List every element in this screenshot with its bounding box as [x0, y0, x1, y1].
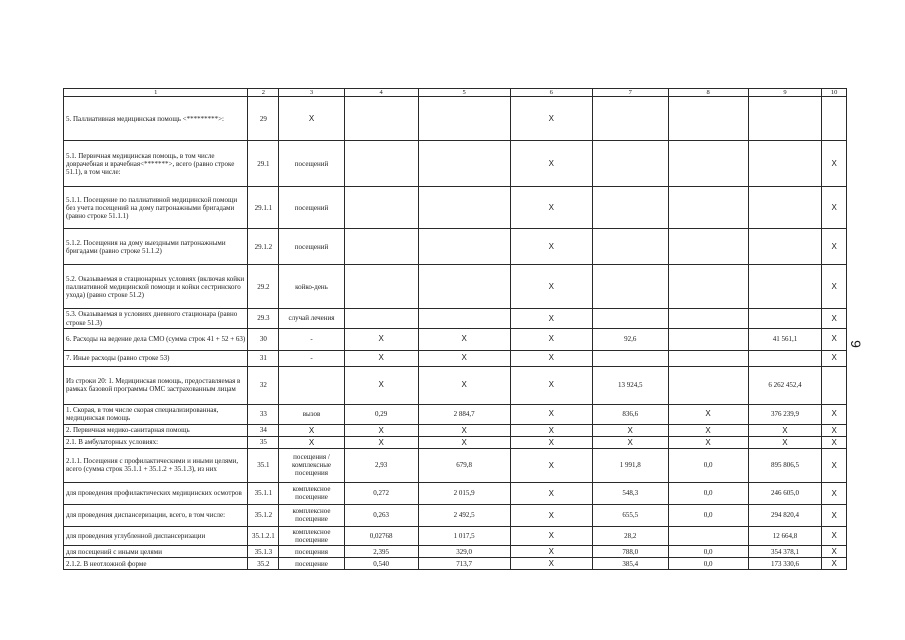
row-label: 6. Расходы на ведение дела СМО (сумма строк 41 + 52 + 63) [64, 328, 248, 350]
cell-col-10: Х [822, 448, 847, 482]
row-label: 5. Паллиативная медицинская помощь <*********>: [64, 97, 248, 141]
table-row [64, 546, 847, 558]
cell-col-7: 13 924,5 [592, 366, 668, 404]
column-header: 2 [248, 89, 279, 97]
row-code: 29.1.2 [248, 229, 279, 265]
row-label: 5.3. Оказываемая в условиях дневного стационара (равно строке 51.3) [64, 309, 248, 328]
cell-col-4: Х [344, 436, 418, 448]
cell-col-5: Х [418, 350, 510, 366]
row-label: 5.1.2. Посещения на дому выездными патронажными бригадами (равно строке 51.1.2) [64, 229, 248, 265]
cell-col-9 [748, 141, 822, 187]
cell-col-9: 246 605,0 [748, 482, 822, 504]
cell-col-5: Х [418, 366, 510, 404]
row-unit: посещений [279, 187, 345, 229]
row-unit: посещения / комплексные посещения [279, 448, 345, 482]
row-code: 35 [248, 436, 279, 448]
row-label: 1. Скорая, в том числе скорая специализированная, медицинская помощь [64, 404, 248, 424]
column-header: 6 [510, 89, 592, 97]
cell-col-10: Х [822, 404, 847, 424]
table-row [64, 504, 847, 526]
table-row [64, 436, 847, 448]
row-unit: посещение [279, 558, 345, 570]
row-unit: случай лечения [279, 309, 345, 328]
cell-col-6: Х [510, 546, 592, 558]
cell-col-5: 713,7 [418, 558, 510, 570]
cell-col-5 [418, 97, 510, 141]
cell-col-6: Х [510, 187, 592, 229]
cell-col-10 [822, 97, 847, 141]
cell-col-10: Х [822, 546, 847, 558]
row-code: 35.1 [248, 448, 279, 482]
cell-col-4: 0,29 [344, 404, 418, 424]
table-row [64, 366, 847, 404]
cell-col-6: Х [510, 404, 592, 424]
cell-col-4: 0,272 [344, 482, 418, 504]
row-code: 29.2 [248, 265, 279, 309]
cell-col-4 [344, 141, 418, 187]
cell-col-10: Х [822, 350, 847, 366]
row-code: 35.1.1 [248, 482, 279, 504]
cell-col-8 [668, 187, 748, 229]
row-label: 2.1. В амбулаторных условиях: [64, 436, 248, 448]
cell-col-6: Х [510, 366, 592, 404]
cell-col-8 [668, 97, 748, 141]
cell-col-7 [592, 141, 668, 187]
cell-col-8 [668, 141, 748, 187]
cell-col-8 [668, 526, 748, 545]
row-unit: комплексное посещение [279, 526, 345, 545]
row-code: 33 [248, 404, 279, 424]
cell-col-4: 0,540 [344, 558, 418, 570]
cell-col-9: 354 378,1 [748, 546, 822, 558]
table-row [64, 265, 847, 309]
cell-col-9: 895 806,5 [748, 448, 822, 482]
cell-col-5 [418, 141, 510, 187]
cell-col-9 [748, 229, 822, 265]
cell-col-9: 6 262 452,4 [748, 366, 822, 404]
cell-col-5: 1 017,5 [418, 526, 510, 545]
cell-col-9: 294 820,4 [748, 504, 822, 526]
row-label: 5.2. Оказываемая в стационарных условиях (включая койки паллиативной медицинской помощи и койки сестринского ухода) (равно строке 51.2) [64, 265, 248, 309]
row-label: 2. Первичная медико-санитарная помощь [64, 424, 248, 436]
cell-col-7: 92,6 [592, 328, 668, 350]
row-unit: - [279, 350, 345, 366]
row-label: 5.1.1. Посещение по паллиативной медицинской помощи без учета посещений на дому патронажными бригадами (равно строке 51.1.1) [64, 187, 248, 229]
cell-col-7 [592, 309, 668, 328]
table-row [64, 350, 847, 366]
table-row [64, 404, 847, 424]
cell-col-10: Х [822, 482, 847, 504]
cell-col-7: 836,6 [592, 404, 668, 424]
column-header: 1 [64, 89, 248, 97]
cell-col-7: 548,3 [592, 482, 668, 504]
row-code: 32 [248, 366, 279, 404]
cell-col-9: 12 664,8 [748, 526, 822, 545]
cell-col-9 [748, 309, 822, 328]
cell-col-7 [592, 97, 668, 141]
cell-col-8: 0,0 [668, 482, 748, 504]
cell-col-5: Х [418, 436, 510, 448]
cell-col-9: 41 561,1 [748, 328, 822, 350]
cell-col-6: Х [510, 350, 592, 366]
cell-col-6: Х [510, 309, 592, 328]
row-label: для посещений с иными целями [64, 546, 248, 558]
cell-col-10: Х [822, 436, 847, 448]
cell-col-10: Х [822, 424, 847, 436]
cell-col-5 [418, 229, 510, 265]
cell-col-5: 329,0 [418, 546, 510, 558]
cell-col-4: 0,263 [344, 504, 418, 526]
table-row [64, 526, 847, 545]
cell-col-4 [344, 97, 418, 141]
cell-col-10: Х [822, 265, 847, 309]
row-label: Из строки 20: 1. Медицинская помощь, предоставляемая в рамках базовой программы ОМС застрахованным лицам [64, 366, 248, 404]
table-row [64, 558, 847, 570]
cell-col-4 [344, 229, 418, 265]
row-code: 35.1.2.1 [248, 526, 279, 545]
row-code: 30 [248, 328, 279, 350]
cell-col-10: Х [822, 558, 847, 570]
row-code: 35.1.3 [248, 546, 279, 558]
column-header: 8 [668, 89, 748, 97]
cell-col-7: 788,0 [592, 546, 668, 558]
table-row [64, 448, 847, 482]
table-row [64, 309, 847, 328]
cell-col-6: Х [510, 229, 592, 265]
cell-col-7: 655,5 [592, 504, 668, 526]
cell-col-4: 2,93 [344, 448, 418, 482]
cell-col-6: Х [510, 265, 592, 309]
row-unit: комплексное посещение [279, 504, 345, 526]
cell-col-8 [668, 309, 748, 328]
cell-col-4: Х [344, 328, 418, 350]
cell-col-9: 173 330,6 [748, 558, 822, 570]
cell-col-5: 2 884,7 [418, 404, 510, 424]
cell-col-6: Х [510, 558, 592, 570]
cell-col-5 [418, 265, 510, 309]
cell-col-8 [668, 328, 748, 350]
cell-col-7 [592, 229, 668, 265]
row-unit [279, 366, 345, 404]
cell-col-8: 0,0 [668, 558, 748, 570]
cell-col-6: Х [510, 424, 592, 436]
table-row [64, 424, 847, 436]
cell-col-8: 0,0 [668, 504, 748, 526]
table-body [64, 89, 847, 570]
cell-col-10 [822, 366, 847, 404]
column-header: 4 [344, 89, 418, 97]
budget-table [63, 88, 847, 570]
cell-col-5: Х [418, 424, 510, 436]
row-label: 2.1.1. Посещения с профилактическими и иными целями, всего (сумма строк 35.1.1 + 35.1.2 + 35.1.3), из них [64, 448, 248, 482]
cell-col-8 [668, 350, 748, 366]
column-header: 9 [748, 89, 822, 97]
row-code: 29.3 [248, 309, 279, 328]
table-row [64, 97, 847, 141]
cell-col-6: Х [510, 482, 592, 504]
row-label: для проведения диспансеризации, всего, в том числе: [64, 504, 248, 526]
cell-col-9: Х [748, 436, 822, 448]
cell-col-5 [418, 187, 510, 229]
table-row [64, 229, 847, 265]
cell-col-9 [748, 187, 822, 229]
column-header-row [64, 89, 847, 97]
cell-col-4: Х [344, 350, 418, 366]
row-code: 29 [248, 97, 279, 141]
cell-col-7: 385,4 [592, 558, 668, 570]
cell-col-6: Х [510, 141, 592, 187]
cell-col-6: Х [510, 448, 592, 482]
cell-col-7 [592, 350, 668, 366]
cell-col-5: Х [418, 328, 510, 350]
cell-col-7: 28,2 [592, 526, 668, 545]
table-row [64, 187, 847, 229]
cell-col-4: Х [344, 366, 418, 404]
row-code: 29.1.1 [248, 187, 279, 229]
row-unit: Х [279, 424, 345, 436]
row-unit: вызов [279, 404, 345, 424]
table-row [64, 328, 847, 350]
cell-col-7: 1 991,8 [592, 448, 668, 482]
cell-col-10: Х [822, 504, 847, 526]
cell-col-9: Х [748, 424, 822, 436]
cell-col-7 [592, 187, 668, 229]
cell-col-6: Х [510, 504, 592, 526]
cell-col-7 [592, 265, 668, 309]
cell-col-10: Х [822, 309, 847, 328]
row-unit: комплексное посещение [279, 482, 345, 504]
cell-col-4 [344, 187, 418, 229]
page-number: 9 [847, 340, 864, 348]
cell-col-4: 0,02768 [344, 526, 418, 545]
cell-col-4: 2,395 [344, 546, 418, 558]
row-code: 34 [248, 424, 279, 436]
cell-col-6: Х [510, 328, 592, 350]
row-unit: посещений [279, 229, 345, 265]
cell-col-5: 679,8 [418, 448, 510, 482]
row-label: 5.1. Первичная медицинская помощь, в том числе доврачебная и врачебная<*******>, всего (равно строке 51.1), в том числе: [64, 141, 248, 187]
cell-col-6: Х [510, 526, 592, 545]
cell-col-8: 0,0 [668, 448, 748, 482]
cell-col-6: Х [510, 436, 592, 448]
cell-col-10: Х [822, 141, 847, 187]
cell-col-10: Х [822, 187, 847, 229]
table-row [64, 482, 847, 504]
cell-col-8: Х [668, 404, 748, 424]
cell-col-9 [748, 265, 822, 309]
cell-col-9 [748, 350, 822, 366]
cell-col-4 [344, 265, 418, 309]
cell-col-9: 376 239,9 [748, 404, 822, 424]
cell-col-5: 2 492,5 [418, 504, 510, 526]
table-row [64, 141, 847, 187]
cell-col-8: Х [668, 424, 748, 436]
cell-col-8 [668, 229, 748, 265]
row-code: 31 [248, 350, 279, 366]
column-header: 10 [822, 89, 847, 97]
row-unit: Х [279, 436, 345, 448]
row-code: 29.1 [248, 141, 279, 187]
cell-col-9 [748, 97, 822, 141]
row-unit: койко-день [279, 265, 345, 309]
row-code: 35.1.2 [248, 504, 279, 526]
cell-col-4 [344, 309, 418, 328]
row-label: 2.1.2. В неотложной форме [64, 558, 248, 570]
row-label: для проведения профилактических медицинских осмотров [64, 482, 248, 504]
column-header: 3 [279, 89, 345, 97]
cell-col-8 [668, 366, 748, 404]
column-header: 5 [418, 89, 510, 97]
row-unit: Х [279, 97, 345, 141]
cell-col-7: Х [592, 424, 668, 436]
cell-col-8: 0,0 [668, 546, 748, 558]
cell-col-5: 2 015,9 [418, 482, 510, 504]
cell-col-10: Х [822, 526, 847, 545]
cell-col-8: Х [668, 436, 748, 448]
cell-col-8 [668, 265, 748, 309]
cell-col-7: Х [592, 436, 668, 448]
row-code: 35.2 [248, 558, 279, 570]
cell-col-10: Х [822, 328, 847, 350]
cell-col-4: Х [344, 424, 418, 436]
cell-col-6: Х [510, 97, 592, 141]
row-unit: - [279, 328, 345, 350]
cell-col-10: Х [822, 229, 847, 265]
row-unit: посещений [279, 141, 345, 187]
row-unit: посещения [279, 546, 345, 558]
cell-col-5 [418, 309, 510, 328]
row-label: для проведения углубленной диспансеризации [64, 526, 248, 545]
column-header: 7 [592, 89, 668, 97]
row-label: 7. Иные расходы (равно строке 53) [64, 350, 248, 366]
